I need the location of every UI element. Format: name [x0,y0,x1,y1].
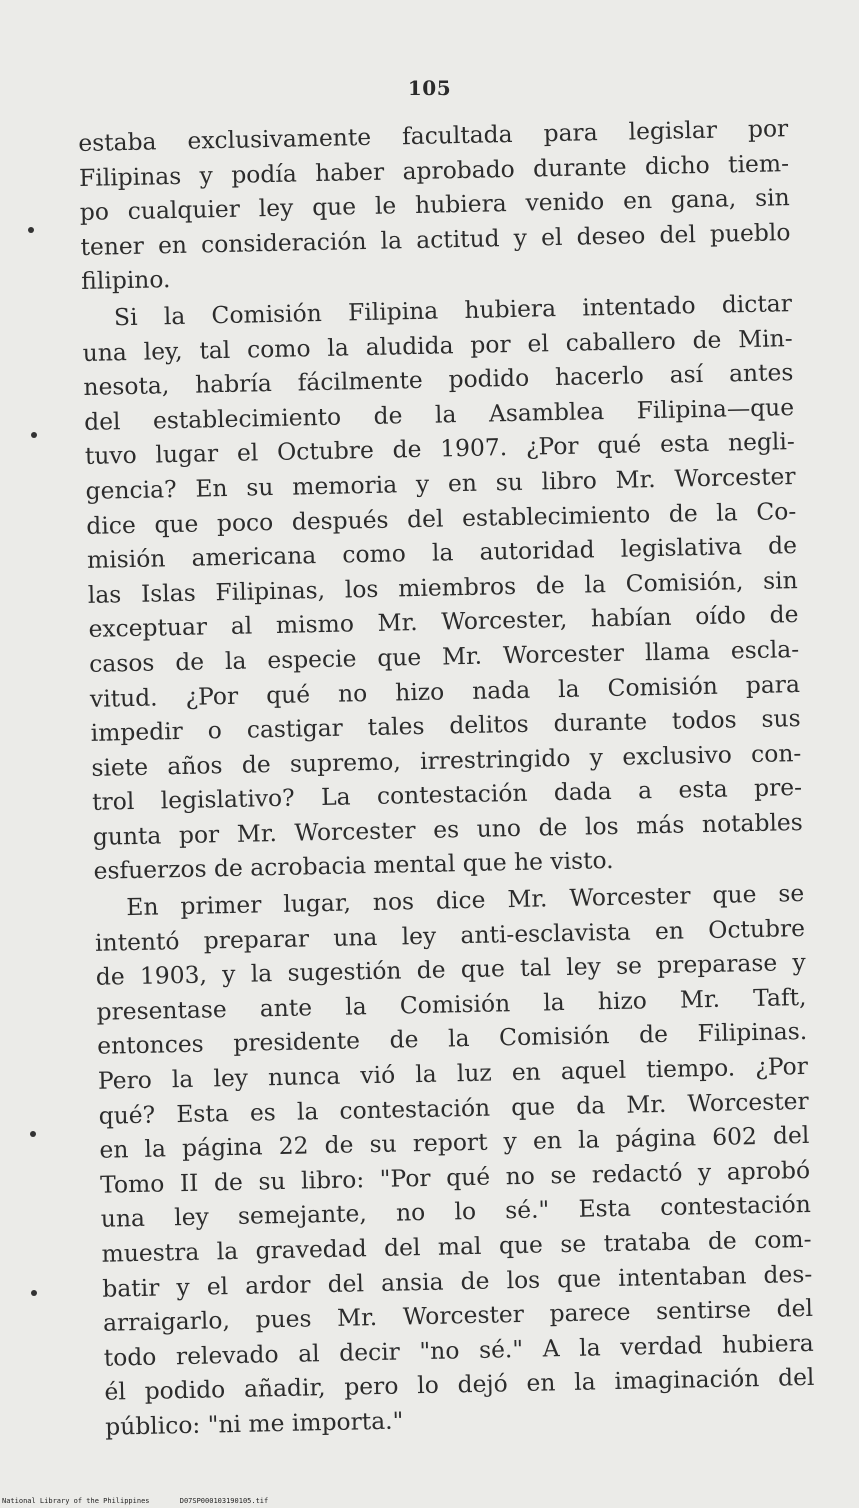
text-line: casos de la especie que Mr. Worcester llama escla- [88,634,800,678]
text-line: gunta por Mr. Worcester es uno de los más notables [92,807,804,851]
text-line: vitud. ¿Por qué no hizo nada la Comisión para [89,669,801,713]
margin-mark [30,1131,36,1137]
margin-mark [28,227,34,233]
text-line: esfuerzos de acrobacia mental que he visto. [93,846,614,886]
text-line: las Islas Filipinas, los miembros de la Comisión, sin [87,565,798,609]
text-line: batir y el ardor del ansia de los que intentaban des- [102,1259,813,1303]
footer-library: National Library of the Philippines [2,1497,150,1505]
text-line: nesota, habría fácilmente podido hacerlo así antes [83,358,794,402]
text-line: dice que poco después del establecimiento de la Co- [86,496,797,540]
paragraph-1 [78,111,791,299]
text-line: una ley, tal como la aludida por el caballero de Min- [82,323,793,367]
text-line: En primer lugar, nos dice Mr. Worcester que se [126,879,805,922]
footer-file: D07SP000103190105.tif [179,1497,269,1505]
scan-footer [2,1497,268,1505]
text-line: Filipinas y podía haber aprobado durante dicho tiem- [78,148,790,192]
text-line: filipino. [80,265,171,296]
text-line: muestra la gravedad del mal que se trataba de com- [101,1224,812,1268]
text-line: presentase ante la Comisión la hizo Mr. Taft, [96,982,807,1026]
margin-mark [31,432,37,438]
text-line: público: "ni me importa." [104,1406,404,1441]
text-line: estaba exclusivamente facultada para legislar por [78,114,789,157]
text-line: exceptuar al mismo Mr. Worcester, habían oído de [88,600,799,644]
text-line: del establecimiento de la Asamblea Filipina—que [83,392,795,436]
text-line: entonces presidente de la Comisión de Filipinas. [96,1017,808,1061]
text-line: una ley semejante, no lo sé." Esta contestación [100,1190,812,1234]
body-text [78,111,815,1444]
text-line: tener en consideración la actitud y el deseo del pueblo [80,217,791,261]
text-line: trol legislativo? La contestación dada a esta pre- [91,773,803,817]
paragraph-3 [94,876,815,1444]
text-line: todo relevado al decir "no sé." A la verdad hubiera [103,1328,814,1372]
text-line: Si la Comisión Filipina hubiera intentado dictar [113,289,793,332]
text-line: impedir o castigar tales delitos durante todos sus [90,704,801,747]
text-line: de 1903, y la sugestión de que tal ley se preparase y [95,948,806,992]
text-line: po cualquier ley que le hubiera venido en gana, sin [79,183,790,227]
text-line: Pero la ley nunca vió la luz en aquel tiempo. ¿Por [97,1051,809,1095]
text-line: Tomo II de su libro: "Por qué no se redactó y aprobó [99,1155,811,1199]
margin-mark [31,1290,37,1296]
text-line: arraigarlo, pues Mr. Worcester parece sentirse del [102,1294,814,1337]
text-line: él podido añadir, pero lo dejó en la imaginación del [104,1363,815,1407]
text-line: siete años de supremo, irrestringido y exclusivo con- [91,738,802,782]
text-line: qué? Esta es la contestación que da Mr. Worcester [98,1086,809,1130]
text-line: misión americana como la autoridad legislativa de [86,531,798,575]
paragraph-2 [82,286,804,889]
text-line: en la página 22 de su report y en la página 602 del [99,1121,810,1164]
text-line: intentó preparar una ley anti-esclavista en Octubre [94,913,806,957]
text-line: gencia? En su memoria y en su libro Mr. Worcester [85,461,796,505]
page-number: 105 [407,76,452,100]
text-line: tuvo lugar el Octubre de 1907. ¿Por qué esta negli- [84,427,796,471]
